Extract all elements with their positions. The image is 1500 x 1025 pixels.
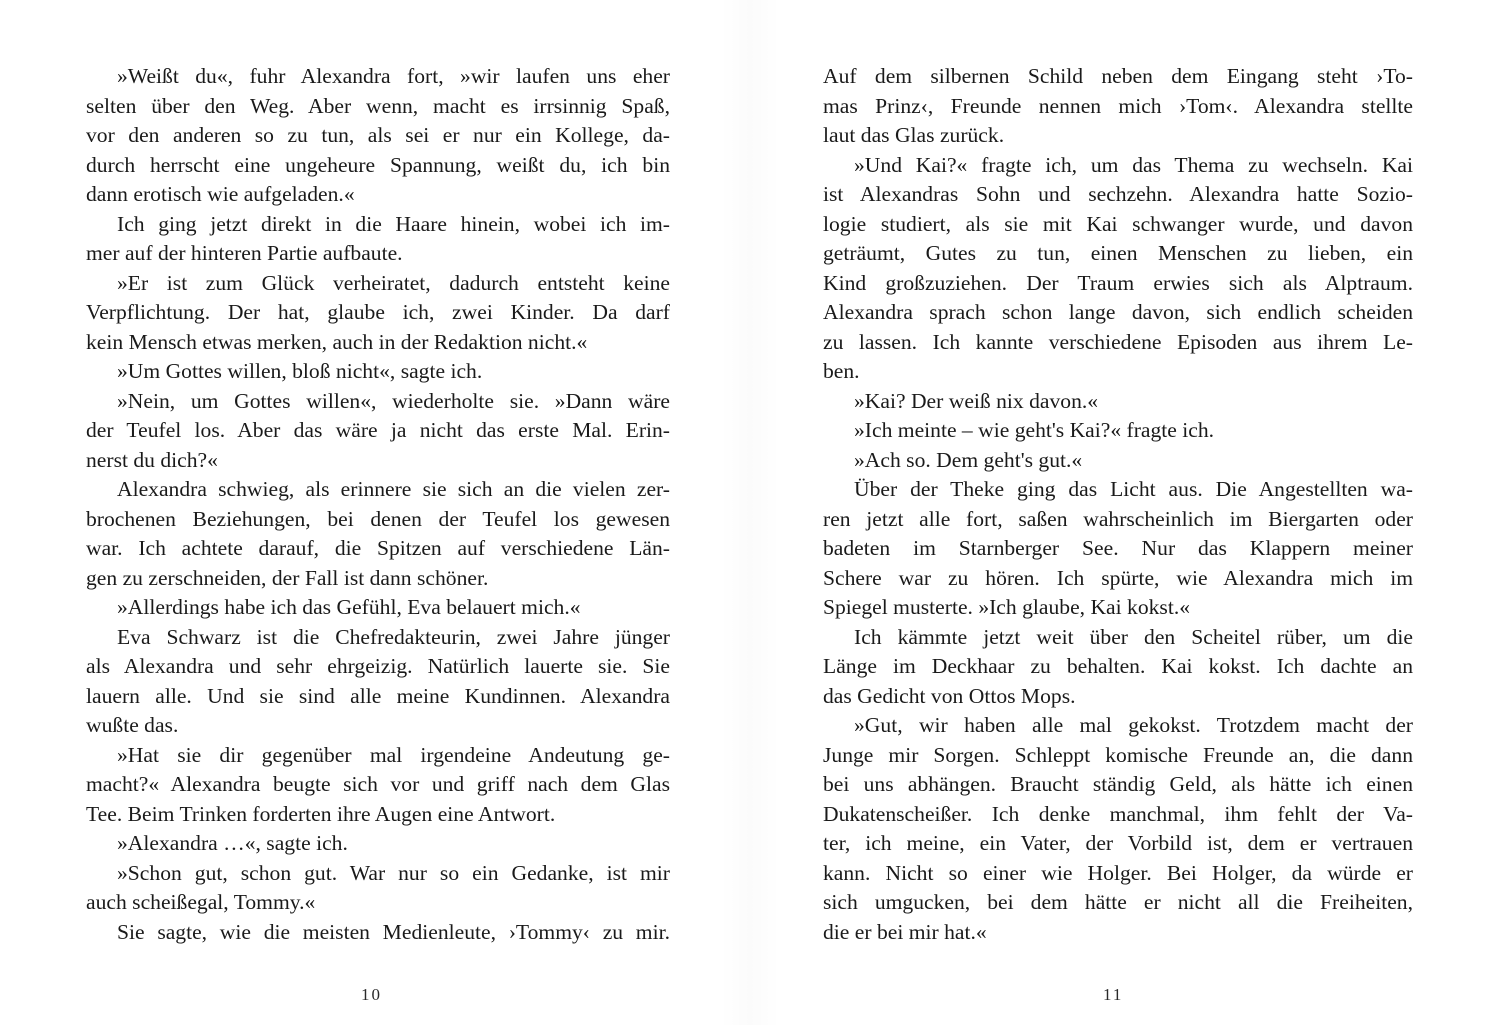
text-line: »Nein, um Gottes willen«, wiederholte sie. »Dann wäre <box>117 388 670 413</box>
text-line: Schere war zu hören. Ich spürte, wie Alexandra mich im <box>823 565 1413 590</box>
text-line: badeten im Starnberger See. Nur das Klappern meiner <box>823 536 1413 560</box>
text-line: nerst du dich?« <box>86 447 218 472</box>
page-number-right: 11 <box>1103 985 1124 1004</box>
text-line: »Ich meinte – wie geht's Kai?« fragte ich. <box>854 418 1215 442</box>
text-line: Kind großzuziehen. Der Traum erwies sich als Alptraum. <box>823 270 1413 295</box>
text-line: mer auf der hinteren Partie aufbaute. <box>86 241 403 265</box>
text-line: geträumt, Gutes zu tun, einen Menschen zu lieben, ein <box>823 241 1413 265</box>
text-line: Sie sagte, wie die meisten Medienleute, ›Tommy‹ zu mir. <box>117 919 670 944</box>
text-line: Eva Schwarz ist die Chefredakteurin, zwei Jahre jünger <box>117 624 670 649</box>
text-line: zu lassen. Ich kannte verschiedene Episoden aus ihrem Le- <box>823 329 1413 354</box>
text-line: laut das Glas zurück. <box>823 123 1005 147</box>
text-line: »Alexandra …«, sagte ich. <box>117 831 348 855</box>
text-line: brochenen Beziehungen, bei denen der Teufel los gewesen <box>86 506 670 531</box>
text-line: selten über den Weg. Aber wenn, macht es irrsinnig Spaß, <box>86 93 670 118</box>
text-line: kann. Nicht so einer wie Holger. Bei Holger, da würde er <box>823 860 1413 885</box>
text-line: ist Alexandras Sohn und sechzehn. Alexandra hatte Sozio- <box>823 182 1413 206</box>
text-line: sich umgucken, bei dem hätte er nicht all die Freiheiten, <box>823 890 1413 914</box>
text-line: Verpflichtung. Der hat, glaube ich, zwei Kinder. Da darf <box>86 300 670 324</box>
text-line: Alexandra schwieg, als erinnere sie sich an die vielen zer- <box>117 477 670 501</box>
text-line: mas Prinz‹, Freunde nennen mich ›Tom‹. Alexandra stellte <box>823 93 1413 118</box>
text-line: logie studiert, als sie mit Kai schwanger wurde, und davon <box>823 211 1413 236</box>
text-line: war. Ich achtete darauf, die Spitzen auf verschiedene Län- <box>86 536 670 560</box>
text-line: der Teufel los. Aber das wäre ja nicht das erste Mal. Erin- <box>86 418 670 442</box>
text-line: gen zu zerschneiden, der Fall ist dann schöner. <box>86 565 489 590</box>
book-gutter <box>720 0 780 1025</box>
text-line: vor den anderen so zu tun, als sei er nur ein Kollege, da- <box>86 123 670 147</box>
text-line: kein Mensch etwas merken, auch in der Redaktion nicht.« <box>86 329 588 354</box>
text-line: »Gut, wir haben alle mal gekokst. Trotzdem macht der <box>854 713 1413 737</box>
text-line: Länge im Deckhaar zu behalten. Kai kokst. Ich dachte an <box>823 654 1413 678</box>
text-line: Ich ging jetzt direkt in die Haare hinein, wobei ich im- <box>117 211 670 236</box>
left-page-text <box>86 62 670 947</box>
text-line: dann erotisch wie aufgeladen.« <box>86 182 355 206</box>
text-line: »Um Gottes willen, bloß nicht«, sagte ich. <box>117 359 483 383</box>
text-line: Dukatenscheißer. Ich denke manchmal, ihm fehlt der Va- <box>823 801 1413 826</box>
text-line: »Ach so. Dem geht's gut.« <box>854 447 1083 472</box>
text-line: das Gedicht von Ottos Mops. <box>823 683 1076 708</box>
text-line: lauern alle. Und sie sind alle meine Kundinnen. Alexandra <box>86 683 670 708</box>
text-line: »Und Kai?« fragte ich, um das Thema zu wechseln. Kai <box>854 152 1413 177</box>
text-line: »Schon gut, schon gut. War nur so ein Gedanke, ist mir <box>117 860 670 885</box>
text-line: die er bei mir hat.« <box>823 919 987 944</box>
page-number-left: 10 <box>361 985 382 1004</box>
text-line: »Allerdings habe ich das Gefühl, Eva belauert mich.« <box>117 595 581 619</box>
text-line: »Er ist zum Glück verheiratet, dadurch entsteht keine <box>117 270 670 295</box>
text-line: als Alexandra und sehr ehrgeizig. Natürlich lauerte sie. Sie <box>86 654 670 678</box>
text-line: Über der Theke ging das Licht aus. Die Angestellten wa- <box>854 477 1413 501</box>
text-line: ter, ich meine, ein Vater, der Vorbild ist, dem er vertrauen <box>823 831 1413 855</box>
text-line: Auf dem silbernen Schild neben dem Eingang steht ›To- <box>823 64 1413 88</box>
text-line: Spiegel musterte. »Ich glaube, Kai kokst.« <box>823 595 1191 619</box>
text-line: Tee. Beim Trinken forderten ihre Augen eine Antwort. <box>86 801 556 826</box>
text-line: wußte das. <box>86 713 179 737</box>
text-line: durch herrscht eine ungeheure Spannung, weißt du, ich bin <box>86 152 670 177</box>
text-line: bei uns abhängen. Braucht ständig Geld, als hätte ich einen <box>823 772 1413 796</box>
text-line: ben. <box>823 359 860 383</box>
text-line: »Hat sie dir gegenüber mal irgendeine Andeutung ge- <box>117 742 670 767</box>
text-line: Ich kämmte jetzt weit über den Scheitel rüber, um die <box>854 624 1413 649</box>
text-line: ren jetzt alle fort, saßen wahrscheinlich im Biergarten oder <box>823 506 1413 531</box>
text-line: Alexandra sprach schon lange davon, sich endlich scheiden <box>823 300 1413 324</box>
text-line: macht?« Alexandra beugte sich vor und griff nach dem Glas <box>86 772 670 796</box>
text-line: auch scheißegal, Tommy.« <box>86 890 316 914</box>
right-page-text <box>823 62 1413 947</box>
text-line: »Kai? Der weiß nix davon.« <box>854 388 1099 413</box>
text-line: Junge mir Sorgen. Schleppt komische Freunde an, die dann <box>823 742 1413 767</box>
text-line: »Weißt du«, fuhr Alexandra fort, »wir laufen uns eher <box>117 64 670 88</box>
